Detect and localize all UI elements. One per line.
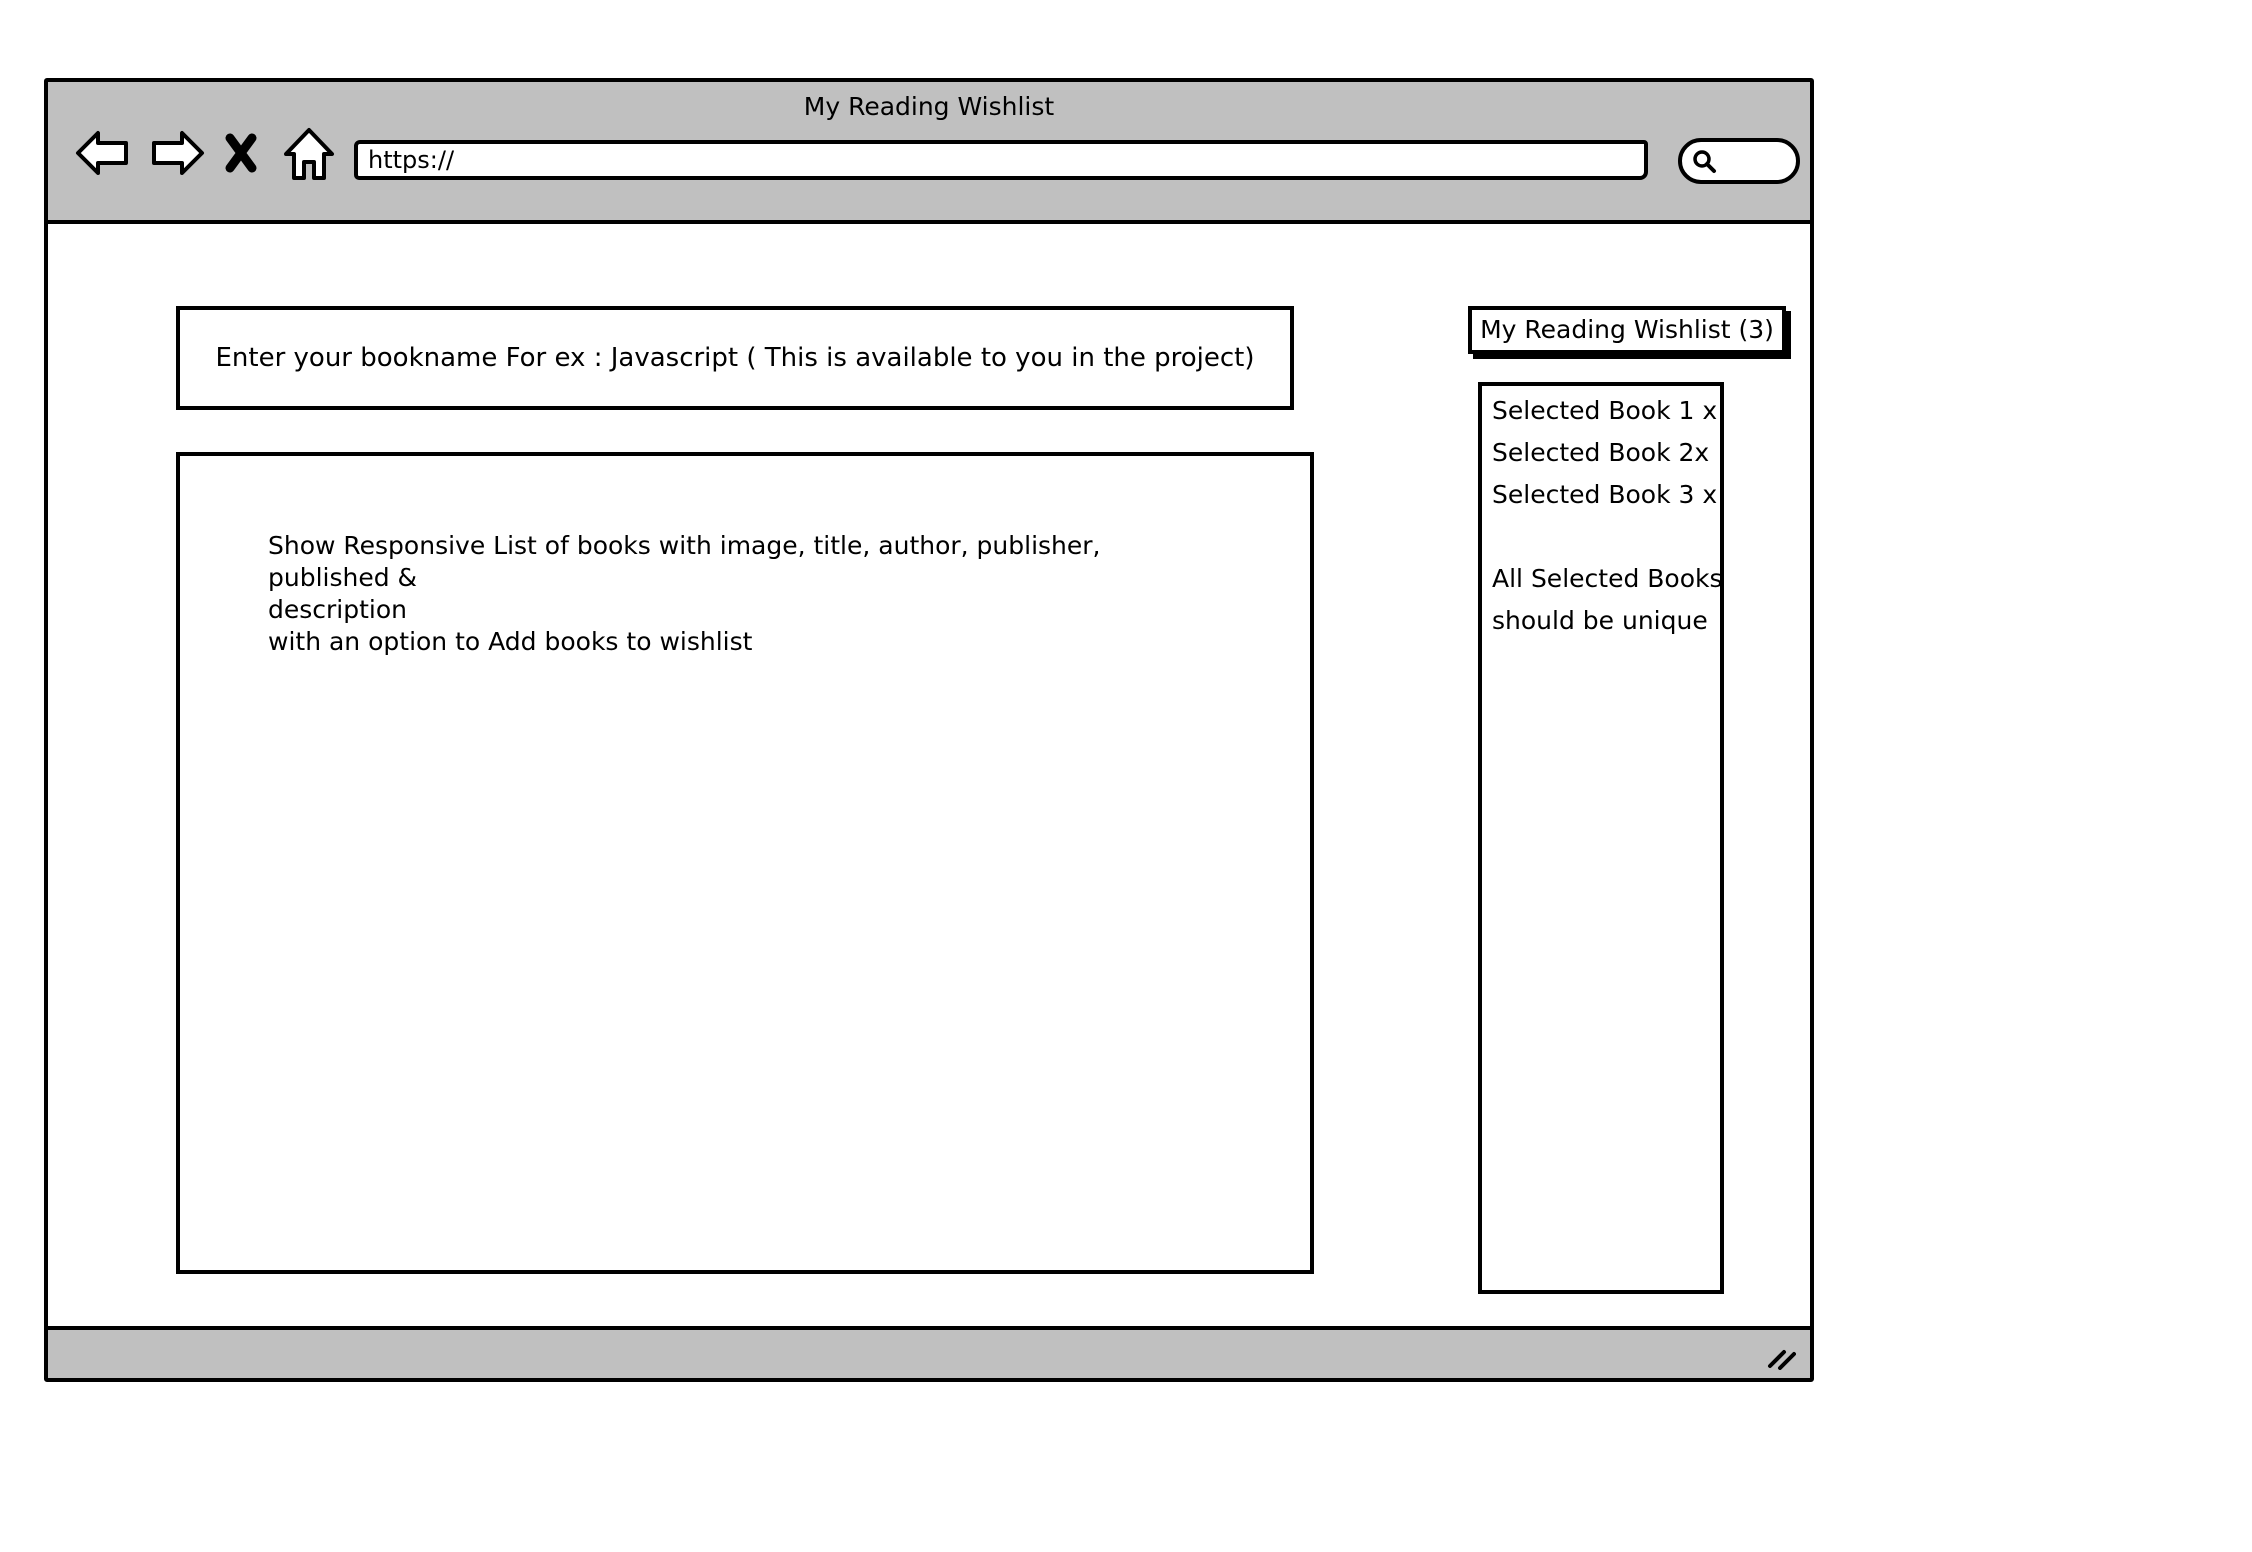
book-list-description [268,530,1228,658]
forward-arrow-icon[interactable] [148,124,206,182]
book-list-panel [176,452,1314,1274]
back-arrow-icon[interactable] [74,124,132,182]
close-icon[interactable] [220,124,262,182]
home-icon[interactable] [280,124,338,182]
wishlist-item[interactable]: Selected Book 2x [1492,438,1710,467]
wishlist-items [1492,390,1724,642]
book-list-line: description [268,595,408,624]
wishlist-note-line: should be unique [1492,606,1708,635]
browser-window [44,78,1814,1382]
window-title: My Reading Wishlist [803,92,1055,121]
wishlist-panel [1478,382,1724,1294]
search-icon [1692,149,1718,175]
wishlist-note [1492,558,1724,642]
browser-toolbar [48,82,1810,224]
wishlist-note-line: All Selected Books [1492,564,1723,593]
book-search-input[interactable]: Enter your bookname For ex : Javascript ( This is available to you in the project) [176,306,1294,410]
wishlist-item[interactable]: Selected Book 1 x [1492,396,1718,425]
wishlist-header-button[interactable]: My Reading Wishlist (3) [1468,306,1786,354]
address-bar[interactable]: https:// [354,140,1648,180]
browser-search-field[interactable] [1678,138,1800,184]
status-bar [48,1326,1810,1378]
wishlist-item[interactable]: Selected Book 3 x [1492,480,1718,509]
book-list-line: Show Responsive List of books with image, title, author, publisher, published & [268,531,1101,592]
book-list-line: with an option to Add books to wishlist [268,627,753,656]
resize-grip-icon[interactable] [1766,1342,1796,1370]
